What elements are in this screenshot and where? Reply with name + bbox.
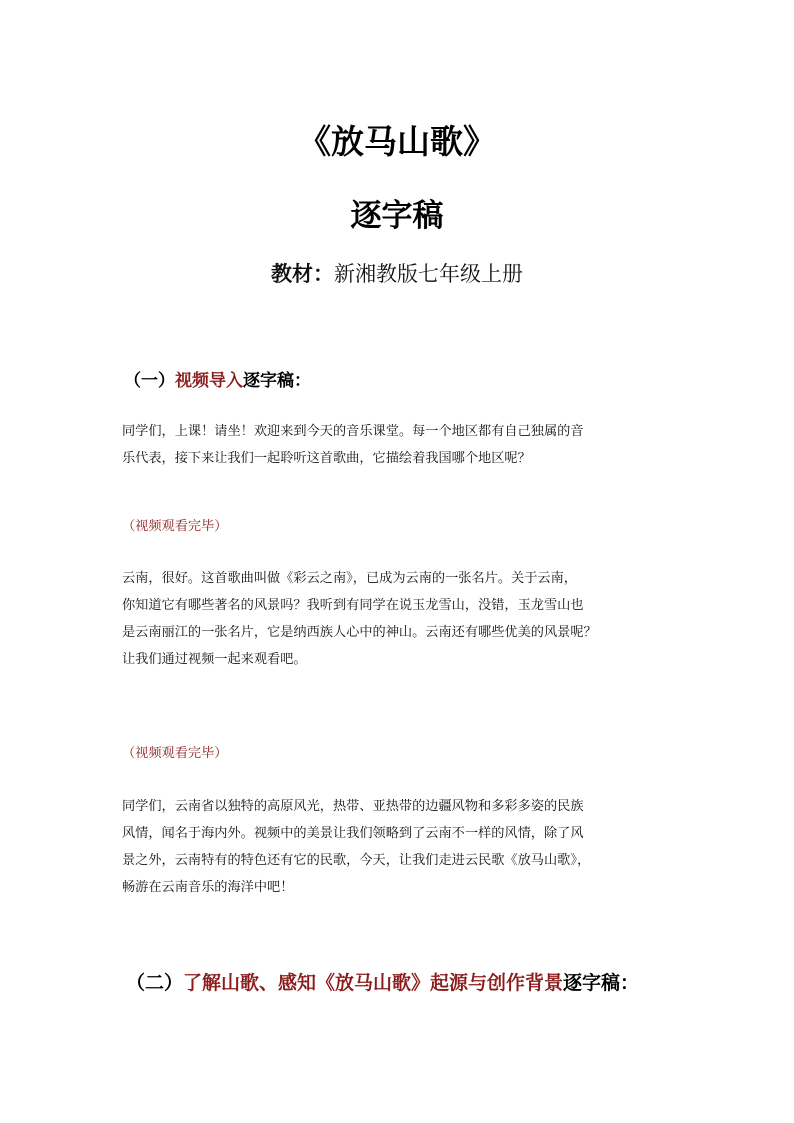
section-1-highlight: 视频导入 xyxy=(175,371,243,391)
paragraph-line: 同学们，上课！请坐！欢迎来到今天的音乐课堂。每一个地区都有自己独属的音 xyxy=(122,424,584,439)
document-title: 《放马山歌》 xyxy=(298,122,496,161)
section-1-suffix: 逐字稿： xyxy=(243,371,311,391)
textbook-label: 教材： xyxy=(271,262,334,286)
video-note-1: （视频观看完毕） xyxy=(122,519,228,534)
paragraph-line: 同学们，云南省以独特的高原风光，热带、亚热带的边疆风物和多彩多姿的民族 xyxy=(122,799,584,814)
section-2-highlight: 了解山歌、感知《放马山歌》起源与创作背景 xyxy=(183,972,564,994)
paragraph-line: 风情，闻名于海内外。视频中的美景让我们领略到了云南不一样的风情，除了风 xyxy=(122,826,584,841)
textbook-line xyxy=(0,258,794,288)
textbook-value: 新湘教版七年级上册 xyxy=(334,262,523,286)
paragraph-line: 畅游在云南音乐的海洋中吧！ xyxy=(122,880,294,895)
paragraph-line: 让我们通过视频一起来观看吧。 xyxy=(122,652,307,667)
paragraph-2 xyxy=(122,565,682,673)
section-1-prefix: （一） xyxy=(124,371,175,391)
video-note-2: （视频观看完毕） xyxy=(122,746,228,761)
paragraph-line: 是云南丽江的一张名片，它是纳西族人心中的神山。云南还有哪些优美的风景呢？ xyxy=(122,625,597,640)
section-2-prefix: （二） xyxy=(126,972,184,994)
paragraph-3 xyxy=(122,793,682,901)
paragraph-line: 云南，很好。这首歌曲叫做《彩云之南》，已成为云南的一张名片。关于云南， xyxy=(122,571,577,586)
paragraph-line: 景之外，云南特有的特色还有它的民歌，今天，让我们走进云民歌《放马山歌》， xyxy=(122,853,591,868)
section-2-suffix: 逐字稿： xyxy=(563,972,640,994)
section-heading-2 xyxy=(126,968,639,995)
document-subtitle: 逐字稿 xyxy=(350,198,444,234)
paragraph-line: 你知道它有哪些著名的风景吗？我听到有同学在说玉龙雪山，没错，玉龙雪山也 xyxy=(122,598,584,613)
paragraph-1 xyxy=(122,418,682,472)
paragraph-line: 乐代表，接下来让我们一起聆听这首歌曲，它描绘着我国哪个地区呢？ xyxy=(122,451,531,466)
section-heading-1 xyxy=(124,366,311,391)
